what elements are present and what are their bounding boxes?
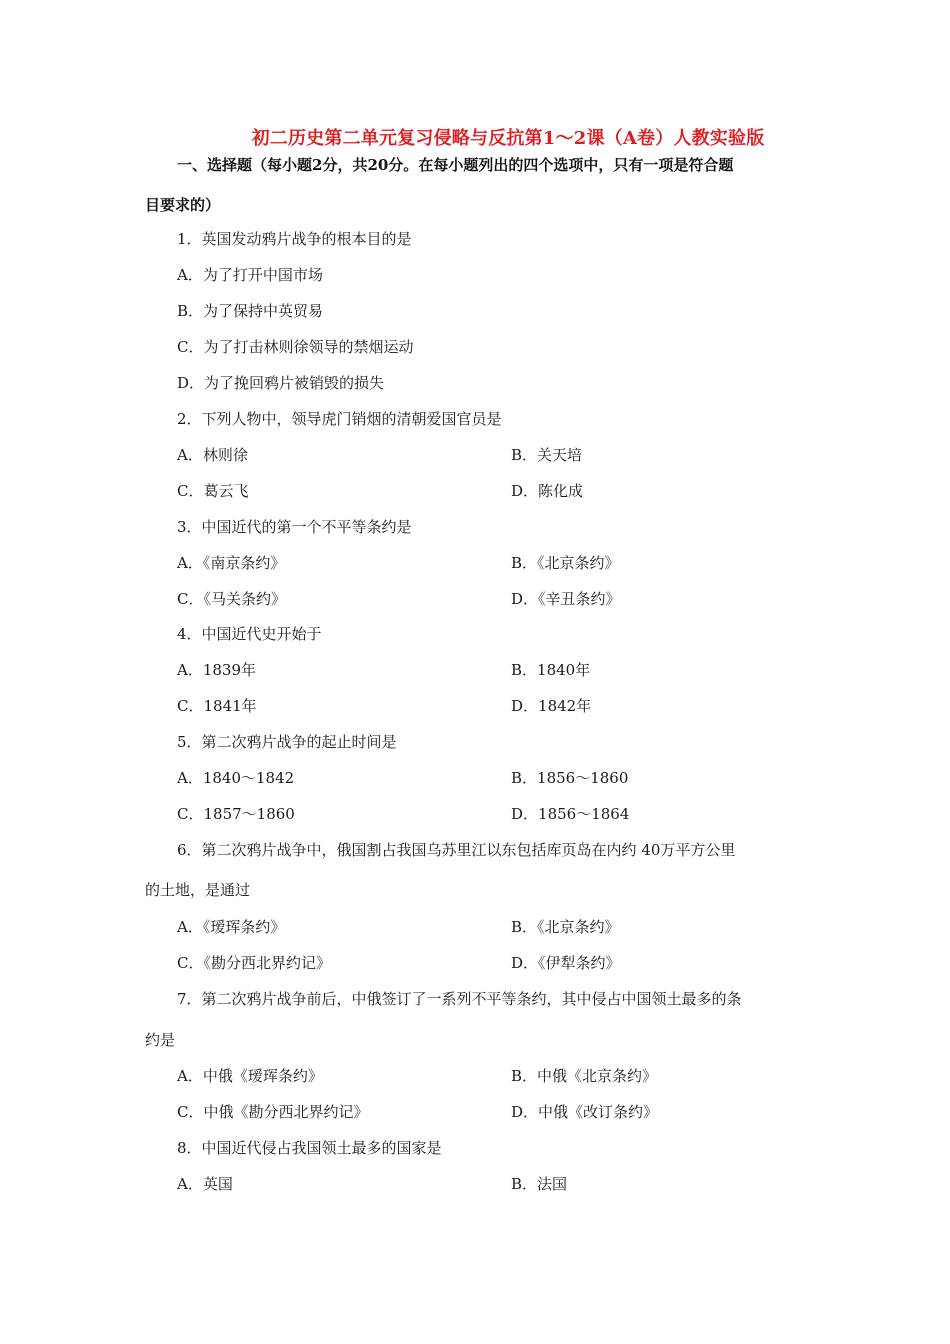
question-7-option-b: B．中俄《北京条约》: [511, 1067, 658, 1085]
question-1-option-d: D．为了挽回鸦片被销毁的损失: [177, 374, 385, 392]
question-2-stem: 2．下列人物中，领导虎门销烟的清朝爱国官员是: [177, 410, 502, 428]
question-6-option-a: A．《瑷珲条约》: [177, 918, 286, 936]
question-6-stem-continued: 的土地，是通过: [145, 881, 251, 899]
question-6-option-d: D．《伊犁条约》: [511, 954, 621, 972]
question-5-option-c: C．1857～1860: [177, 805, 295, 823]
question-5-stem: 5．第二次鸦片战争的起止时间是: [177, 733, 397, 751]
question-4-option-b: B．1840年: [511, 661, 591, 679]
question-7-stem-continued: 约是: [145, 1031, 176, 1049]
question-7-option-c: C．中俄《勘分西北界约记》: [177, 1103, 369, 1121]
question-7-option-d: D．中俄《改订条约》: [511, 1103, 659, 1121]
question-5-option-a: A．1840～1842: [177, 769, 295, 787]
document-title: 初二历史第二单元复习侵略与反抗第1～2课（A卷）人教实验版: [251, 128, 765, 149]
section-heading-line1: 一、选择题（每小题2分，共20分。在每小题列出的四个选项中，只有一项是符合题: [177, 156, 734, 174]
section-heading-line2: 目要求的）: [145, 196, 221, 214]
question-2-option-d: D．陈化成: [511, 482, 584, 500]
question-2-option-a: A．林则徐: [177, 446, 248, 464]
question-7-stem: 7．第二次鸦片战争前后，中俄签订了一系列不平等条约，其中侵占中国领土最多的条: [177, 990, 742, 1008]
question-6-option-b: B．《北京条约》: [511, 918, 620, 936]
question-1-option-c: C．为了打击林则徐领导的禁烟运动: [177, 338, 414, 356]
question-2-option-b: B．关天培: [511, 446, 583, 464]
question-3-option-b: B．《北京条约》: [511, 554, 620, 572]
question-6-option-c: C．《勘分西北界约记》: [177, 954, 331, 972]
question-5-option-d: D．1856～1864: [511, 805, 630, 823]
question-4-stem: 4．中国近代史开始于: [177, 625, 322, 643]
question-3-stem: 3．中国近代的第一个不平等条约是: [177, 518, 412, 536]
question-2-option-c: C．葛云飞: [177, 482, 249, 500]
question-1-option-b: B．为了保持中英贸易: [177, 302, 324, 320]
question-8-option-a: A．英国: [177, 1175, 233, 1193]
question-8-option-b: B．法国: [511, 1175, 568, 1193]
question-3-option-d: D．《辛丑条约》: [511, 590, 621, 608]
question-1-stem: 1．英国发动鸦片战争的根本目的是: [177, 230, 412, 248]
question-5-option-b: B．1856～1860: [511, 769, 629, 787]
question-1-option-a: A．为了打开中国市场: [177, 266, 323, 284]
question-8-stem: 8．中国近代侵占我国领土最多的国家是: [177, 1139, 442, 1157]
question-4-option-c: C．1841年: [177, 697, 257, 715]
question-3-option-c: C．《马关条约》: [177, 590, 286, 608]
question-3-option-a: A．《南京条约》: [177, 554, 286, 572]
question-7-option-a: A．中俄《瑷珲条约》: [177, 1067, 323, 1085]
question-4-option-a: A．1839年: [177, 661, 257, 679]
question-6-stem: 6．第二次鸦片战争中，俄国割占我国乌苏里江以东包括库页岛在内约 40万平方公里: [177, 841, 736, 859]
question-4-option-d: D．1842年: [511, 697, 592, 715]
